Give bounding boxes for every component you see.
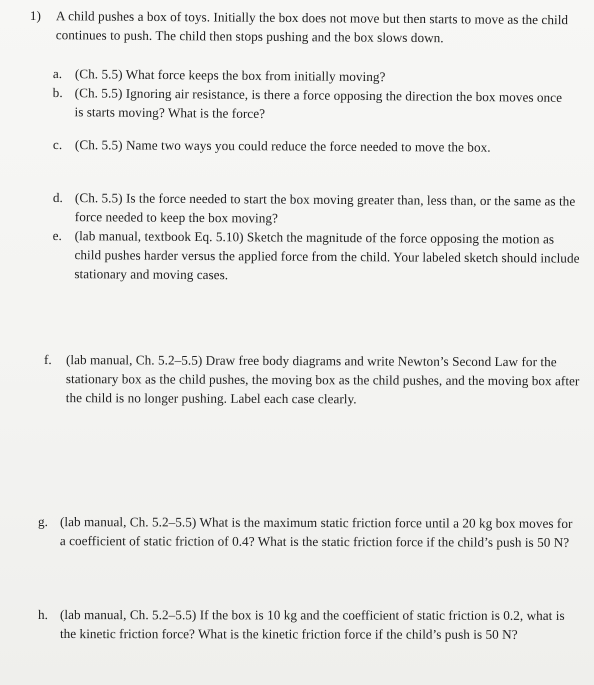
part-f (44, 350, 584, 409)
part-g (38, 512, 578, 552)
part-h (38, 605, 583, 644)
part-d-label: d. (52, 189, 63, 206)
problem-statement: A child pushes a box of toys. Initially the box does not move but then starts to move as the child continues to push. The child then stops pushing and the box slows down. (55, 8, 569, 46)
part-b-label: b. (52, 84, 63, 101)
part-f-text: (lab manual, Ch. 5.2–5.5) Draw free body diagrams and write Newton’s Second Law for the stationary box as the child pushes, the moving box as the child pushes, and the moving box after the child is no longer pushing. Label each case clearly. (65, 352, 580, 407)
problem-intro (30, 6, 570, 48)
part-e-label: e. (52, 227, 62, 244)
part-d-text: (Ch. 5.5) Is the force needed to start the box moving greater than, less than, or the same as the force needed to keep the box moving? (74, 190, 576, 226)
part-h-text: (lab manual, Ch. 5.2–5.5) If the box is 10 kg and the coefficient of static friction is 0.2, what is the kinetic friction force? What is the kinetic friction force if the child’s push is 50 N? (59, 607, 565, 642)
part-a-label: a. (52, 65, 63, 82)
parts-d-e (52, 188, 583, 287)
parts-a-b (52, 64, 563, 126)
part-b (52, 83, 562, 126)
part-d (53, 188, 583, 230)
part-c (53, 135, 553, 157)
part-e (52, 226, 582, 287)
part-c-label: c. (52, 136, 63, 153)
part-g-text: (lab manual, Ch. 5.2–5.5) What is the maximum static friction force until a 20 kg box moves for a coefficient of static friction of 0.4? What is the static friction force if the child’s push is 50 N? (59, 514, 573, 550)
part-f-block (44, 350, 584, 409)
part-c-block (53, 135, 553, 157)
part-g-label: g. (37, 514, 48, 530)
part-a-text: (Ch. 5.5) What force keeps the box from initially moving? (74, 66, 386, 85)
part-h-block (38, 605, 583, 644)
part-f-label: f. (43, 351, 52, 368)
part-b-text: (Ch. 5.5) Ignoring air resistance, is there a force opposing the direction the box moves once is starts moving? What is the force? (74, 85, 563, 122)
part-e-text: (lab manual, textbook Eq. 5.10) Sketch the magnitude of the force opposing the motion as child pushes harder versus the applied force from the child. Your labeled sketch should include stationary and moving cases. (74, 228, 580, 283)
part-c-text: (Ch. 5.5) Name two ways you could reduce the force needed to move the box. (74, 137, 491, 155)
part-g-block (38, 512, 578, 552)
part-h-label: h. (37, 607, 48, 623)
problem-number: 1) (29, 7, 42, 24)
